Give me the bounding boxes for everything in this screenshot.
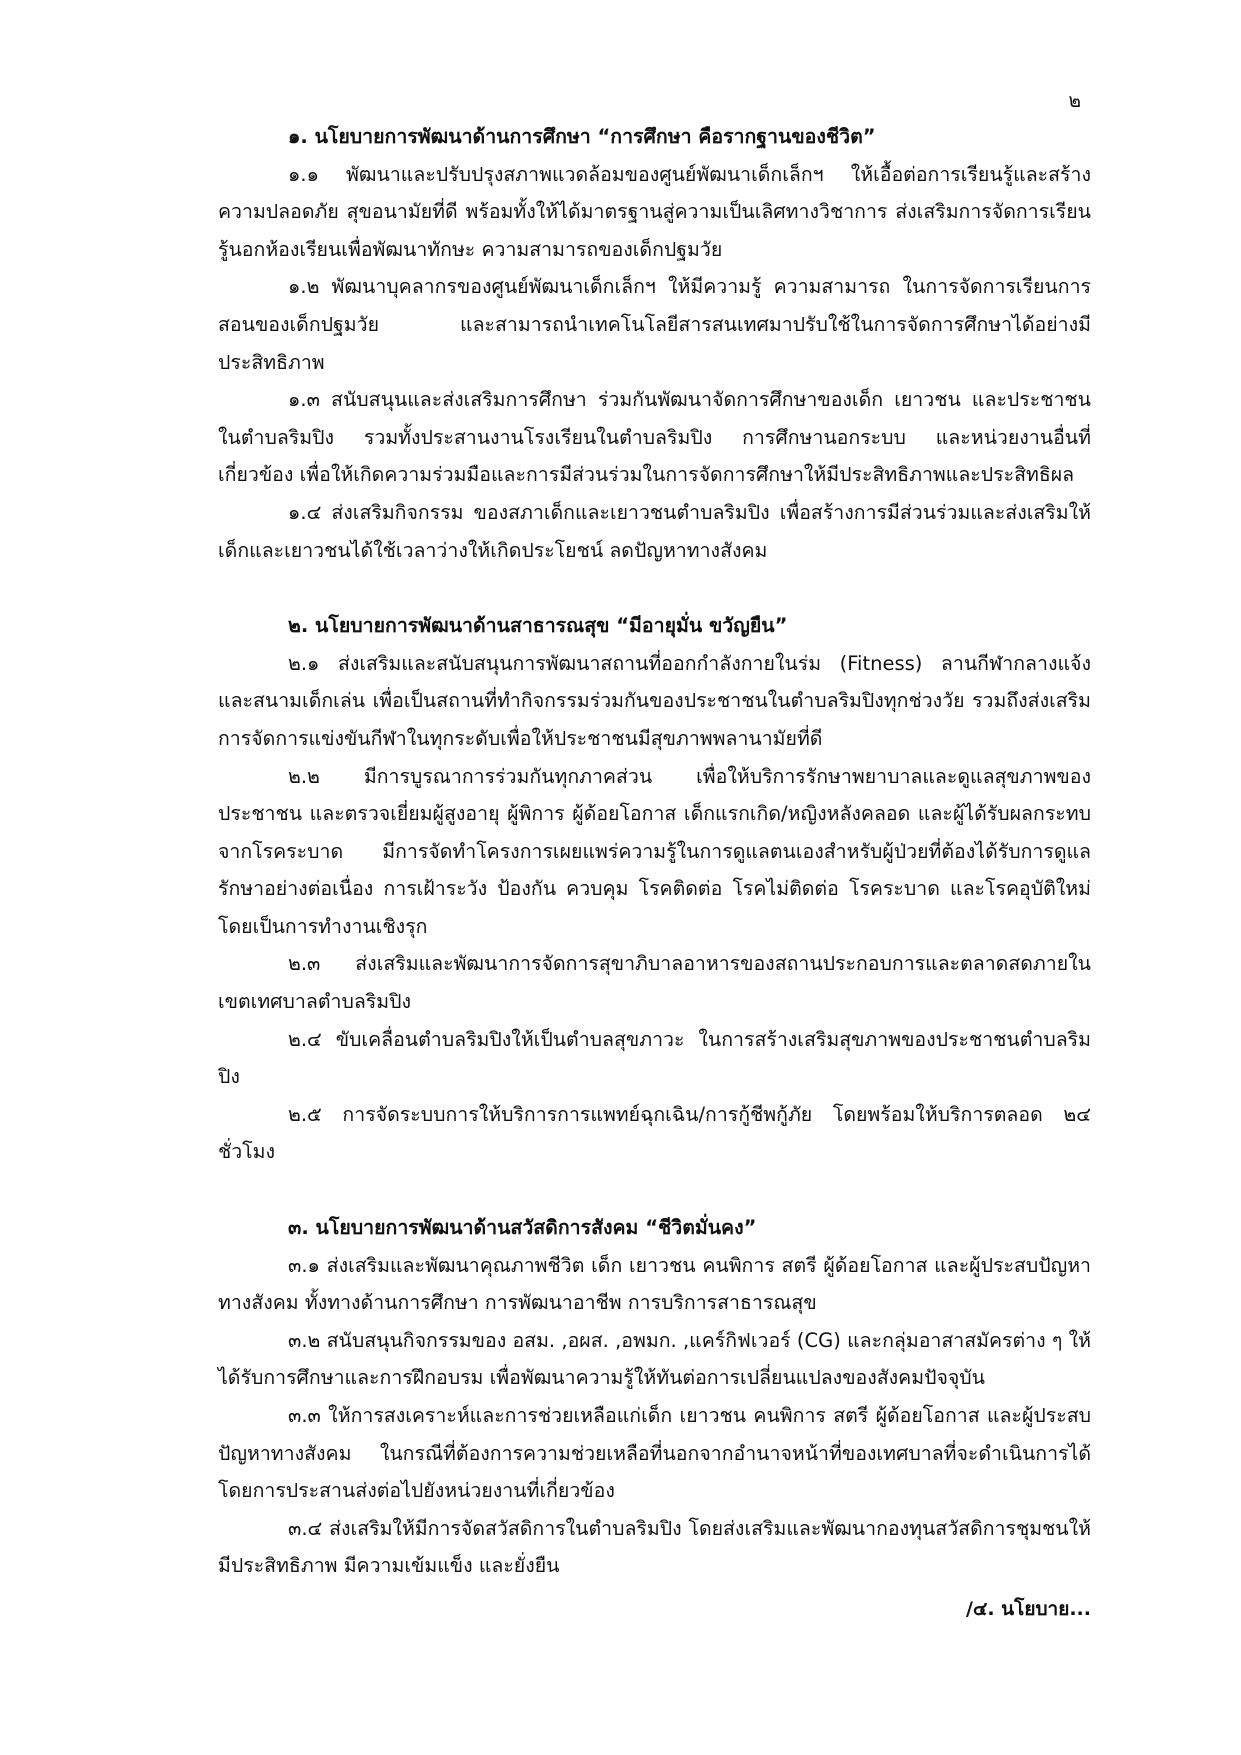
- policy-item: ๓.๑ ส่งเสริมและพัฒนาคุณภาพชีวิต เด็ก เยาวชน คนพิการ สตรี ผู้ด้อยโอกาส และผู้ประสบปัญหาทางสังคม ทั้งทางด้านการศึกษา การพัฒนาอาชีพ การบริการสาธารณสุข: [218, 1253, 1091, 1315]
- page-number: ๒: [1068, 90, 1081, 112]
- policy-item: ๓.๒ สนับสนุนกิจกรรมของ อสม. ,อผส. ,อพมก. ,แคร์กิฟเวอร์ (CG) และกลุ่มอาสาสมัครต่าง ๆ ให้ได้รับการศึกษาและการฝึกอบรม เพื่อพัฒนาความรู้ให้ทันต่อการเปลี่ยนแปลงของสังคมปัจจุบัน: [218, 1328, 1091, 1390]
- section-heading: ๓. นโยบายการพัฒนาด้านสวัสดิการสังคม “ชีวิตมั่นคง”: [288, 1216, 757, 1240]
- policy-item: ๒.๔ ขับเคลื่อนตำบลริมปิงให้เป็นตำบลสุขภาวะ ในการสร้างเสริมสุขภาพของประชาชนตำบลริมปิง: [218, 1027, 1091, 1089]
- policy-item: ๓.๔ ส่งเสริมให้มีการจัดสวัสดิการในตำบลริมปิง โดยส่งเสริมและพัฒนากองทุนสวัสดิการชุมชนให้มีประสิทธิภาพ มีความเข้มแข็ง และยั่งยืน: [218, 1516, 1091, 1578]
- section-heading: ๑. นโยบายการพัฒนาด้านการศึกษา “การศึกษา คือรากฐานของชีวิต”: [288, 125, 876, 148]
- policy-item: ๒.๒ มีการบูรณาการร่วมกันทุกภาคส่วน เพื่อให้บริการรักษาพยาบาลและดูแลสุขภาพของประชาชน และตรวจเยี่ยมผู้สูงอายุ ผู้พิการ ผู้ด้อยโอกาส เด็กแรกเกิด/หญิงหลังคลอด และผู้ได้รับผลกระทบจากโรคระบาด มีการจัดทำโครงการเผยแพร่ความรู้ในการดูแลตนเองสำหรับผู้ป่วยที่ต้องได้รับการดูแลรักษาอย่างต่อเนื่อง การเฝ้าระวัง ป้องกัน ควบคุม โรคติดต่อ โรคไม่ติดต่อ โรคระบาด และโรคอุบัติใหม่ โดยเป็นการทำงานเชิงรุก: [218, 764, 1091, 938]
- policy-item: ๒.๕ การจัดระบบการให้บริการการแพทย์ฉุกเฉิน/การกู้ชีพกู้ภัย โดยพร้อมให้บริการตลอด ๒๔ ชั่วโมง: [218, 1102, 1091, 1164]
- policy-item: ๑.๑ พัฒนาและปรับปรุงสภาพแวดล้อมของศูนย์พัฒนาเด็กเล็กฯ ให้เอื้อต่อการเรียนรู้และสร้างความปลอดภัย สุขอนามัยที่ดี พร้อมทั้งให้ได้มาตรฐานสู่ความเป็นเลิศทางวิชาการ ส่งเสริมการจัดการเรียนรู้นอกห้องเรียนเพื่อพัฒนาทักษะ ความสามารถของเด็กปฐมวัย: [218, 162, 1091, 261]
- section-education: [218, 118, 1091, 569]
- policy-item: ๑.๓ สนับสนุนและส่งเสริมการศึกษา ร่วมกันพัฒนาจัดการศึกษาของเด็ก เยาวชน และประชาชน ในตำบลริมปิง รวมทั้งประสานงานโรงเรียนในตำบลริมปิง การศึกษานอกระบบ และหน่วยงานอื่นที่เกี่ยวข้อง เพื่อให้เกิดความร่วมมือและการมีส่วนร่วมในการจัดการศึกษาให้มีประสิทธิภาพและประสิทธิผล: [218, 388, 1091, 487]
- document-body: [218, 118, 1091, 1585]
- section-heading: ๒. นโยบายการพัฒนาด้านสาธารณสุข “มีอายุมั่น ขวัญยืน”: [288, 614, 788, 638]
- section-public-health: [218, 607, 1091, 1171]
- policy-item: ๒.๓ ส่งเสริมและพัฒนาการจัดการสุขาภิบาลอาหารของสถานประกอบการและตลาดสดภายในเขตเทศบาลตำบลริมปิง: [218, 952, 1091, 1014]
- section-social-welfare: [218, 1209, 1091, 1585]
- policy-item: ๑.๔ ส่งเสริมกิจกรรม ของสภาเด็กและเยาวชนตำบลริมปิง เพื่อสร้างการมีส่วนร่วมและส่งเสริมให้เด็กและเยาวชนได้ใช้เวลาว่างให้เกิดประโยชน์ ลดปัญหาทางสังคม: [218, 500, 1091, 562]
- policy-item: ๒.๑ ส่งเสริมและสนับสนุนการพัฒนาสถานที่ออกกำลังกายในร่ม (Fitness) ลานกีฬากลางแจ้ง และสนามเด็กเล่น เพื่อเป็นสถานที่ทำกิจกรรมร่วมกันของประชาชนในตำบลริมปิงทุกช่วงวัย รวมถึงส่งเสริมการจัดการแข่งขันกีฬาในทุกระดับเพื่อให้ประชาชนมีสุขภาพพลานามัยที่ดี: [218, 651, 1091, 750]
- continuation-note: /๔. นโยบาย...: [966, 1598, 1091, 1620]
- policy-item: ๓.๓ ให้การสงเคราะห์และการช่วยเหลือแก่เด็ก เยาวชน คนพิการ สตรี ผู้ด้อยโอกาส และผู้ประสบปัญหาทางสังคม ในกรณีที่ต้องการความช่วยเหลือที่นอกจากอำนาจหน้าที่ของเทศบาลที่จะดำเนินการได้ โดยการประสานส่งต่อไปยังหน่วยงานที่เกี่ยวข้อง: [218, 1404, 1091, 1503]
- policy-item: ๑.๒ พัฒนาบุคลากรของศูนย์พัฒนาเด็กเล็กฯ ให้มีความรู้ ความสามารถ ในการจัดการเรียนการสอนของเด็กปฐมวัย และสามารถนำเทคโนโลยีสารสนเทศมาปรับใช้ในการจัดการศึกษาได้อย่างมีประสิทธิภาพ: [218, 275, 1091, 374]
